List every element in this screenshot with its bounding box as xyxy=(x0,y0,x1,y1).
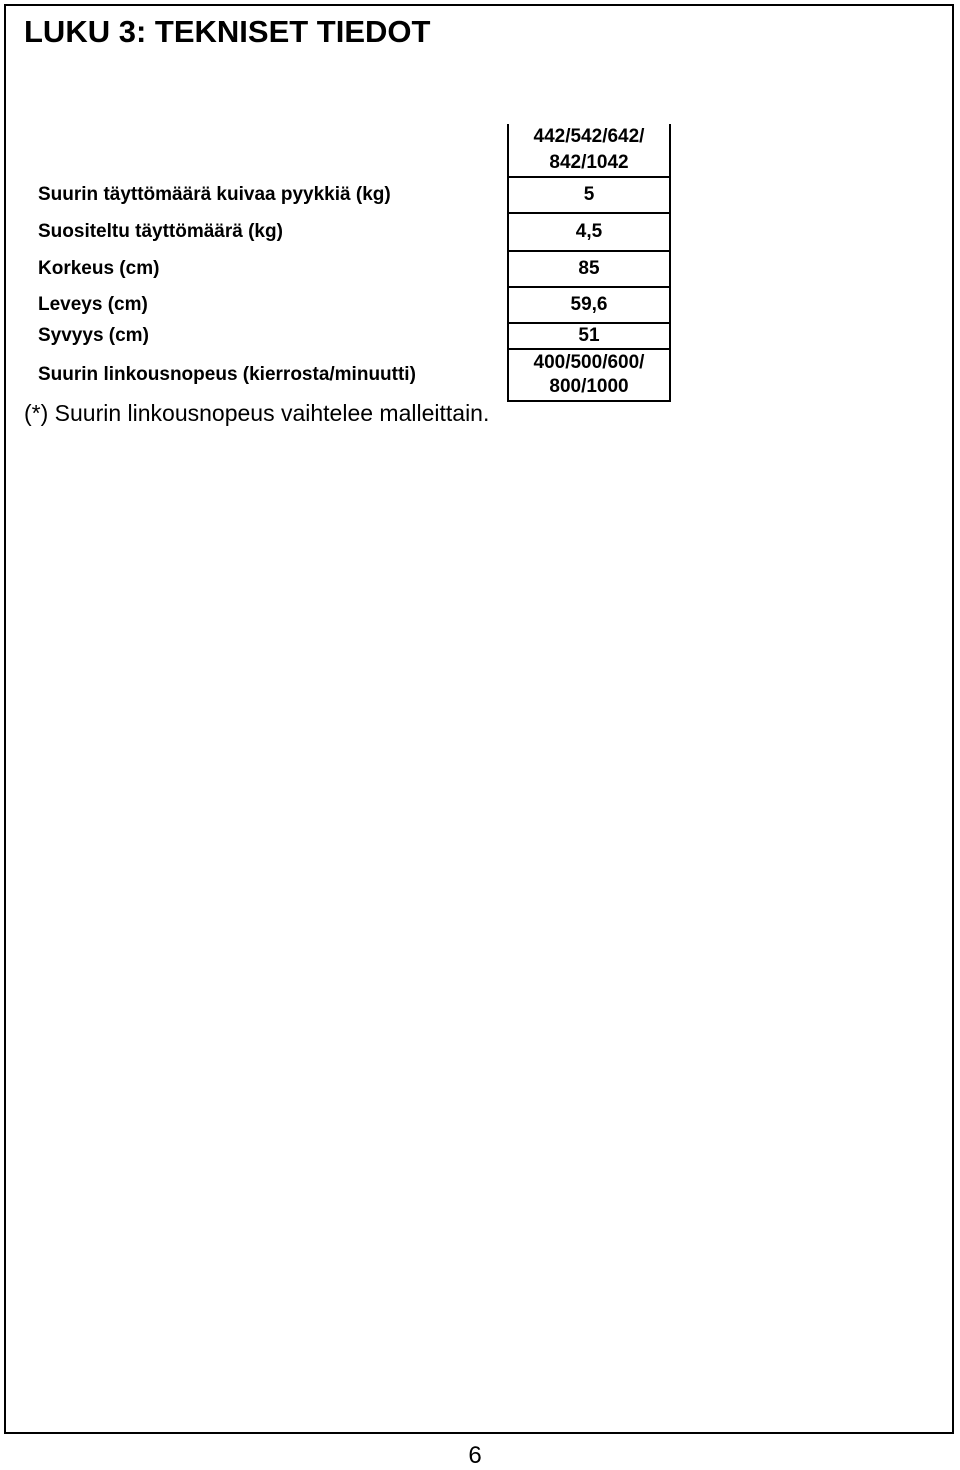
spec-value: 51 xyxy=(508,323,670,349)
spec-value: 85 xyxy=(508,251,670,287)
spec-label: Syvyys (cm) xyxy=(38,325,149,346)
spec-value-line-1: 400/500/600/ xyxy=(533,352,645,373)
spec-label: Suurin linkousnopeus (kierrosta/minuutti) xyxy=(38,364,416,385)
page-number: 6 xyxy=(468,1442,482,1469)
table-row xyxy=(30,323,670,349)
table-row xyxy=(30,287,670,323)
model-numbers-header xyxy=(508,124,670,177)
page-title: LUKU 3: TEKNISET TIEDOT xyxy=(24,14,431,49)
table-row xyxy=(30,349,670,401)
spec-label: Suurin täyttömäärä kuivaa pyykkiä (kg) xyxy=(38,184,391,205)
spec-table xyxy=(30,124,671,402)
table-header-row xyxy=(30,124,670,177)
spec-label: Suositeltu täyttömäärä (kg) xyxy=(38,221,283,242)
table-header-label xyxy=(30,124,508,177)
spec-label: Leveys (cm) xyxy=(38,294,148,315)
footnote: (*) Suurin linkousnopeus vaihtelee malleittain. xyxy=(24,400,490,426)
spec-value: 4,5 xyxy=(508,213,670,251)
table-row xyxy=(30,177,670,213)
spec-value: 59,6 xyxy=(508,287,670,323)
model-numbers-line-1: 442/542/642/ xyxy=(533,126,645,147)
spec-value-line-2: 800/1000 xyxy=(549,376,629,397)
model-numbers-line-2: 842/1042 xyxy=(549,152,629,173)
spec-value: 5 xyxy=(508,177,670,213)
table-row xyxy=(30,251,670,287)
spec-value xyxy=(508,349,670,401)
table-row xyxy=(30,213,670,251)
spec-label: Korkeus (cm) xyxy=(38,258,160,279)
